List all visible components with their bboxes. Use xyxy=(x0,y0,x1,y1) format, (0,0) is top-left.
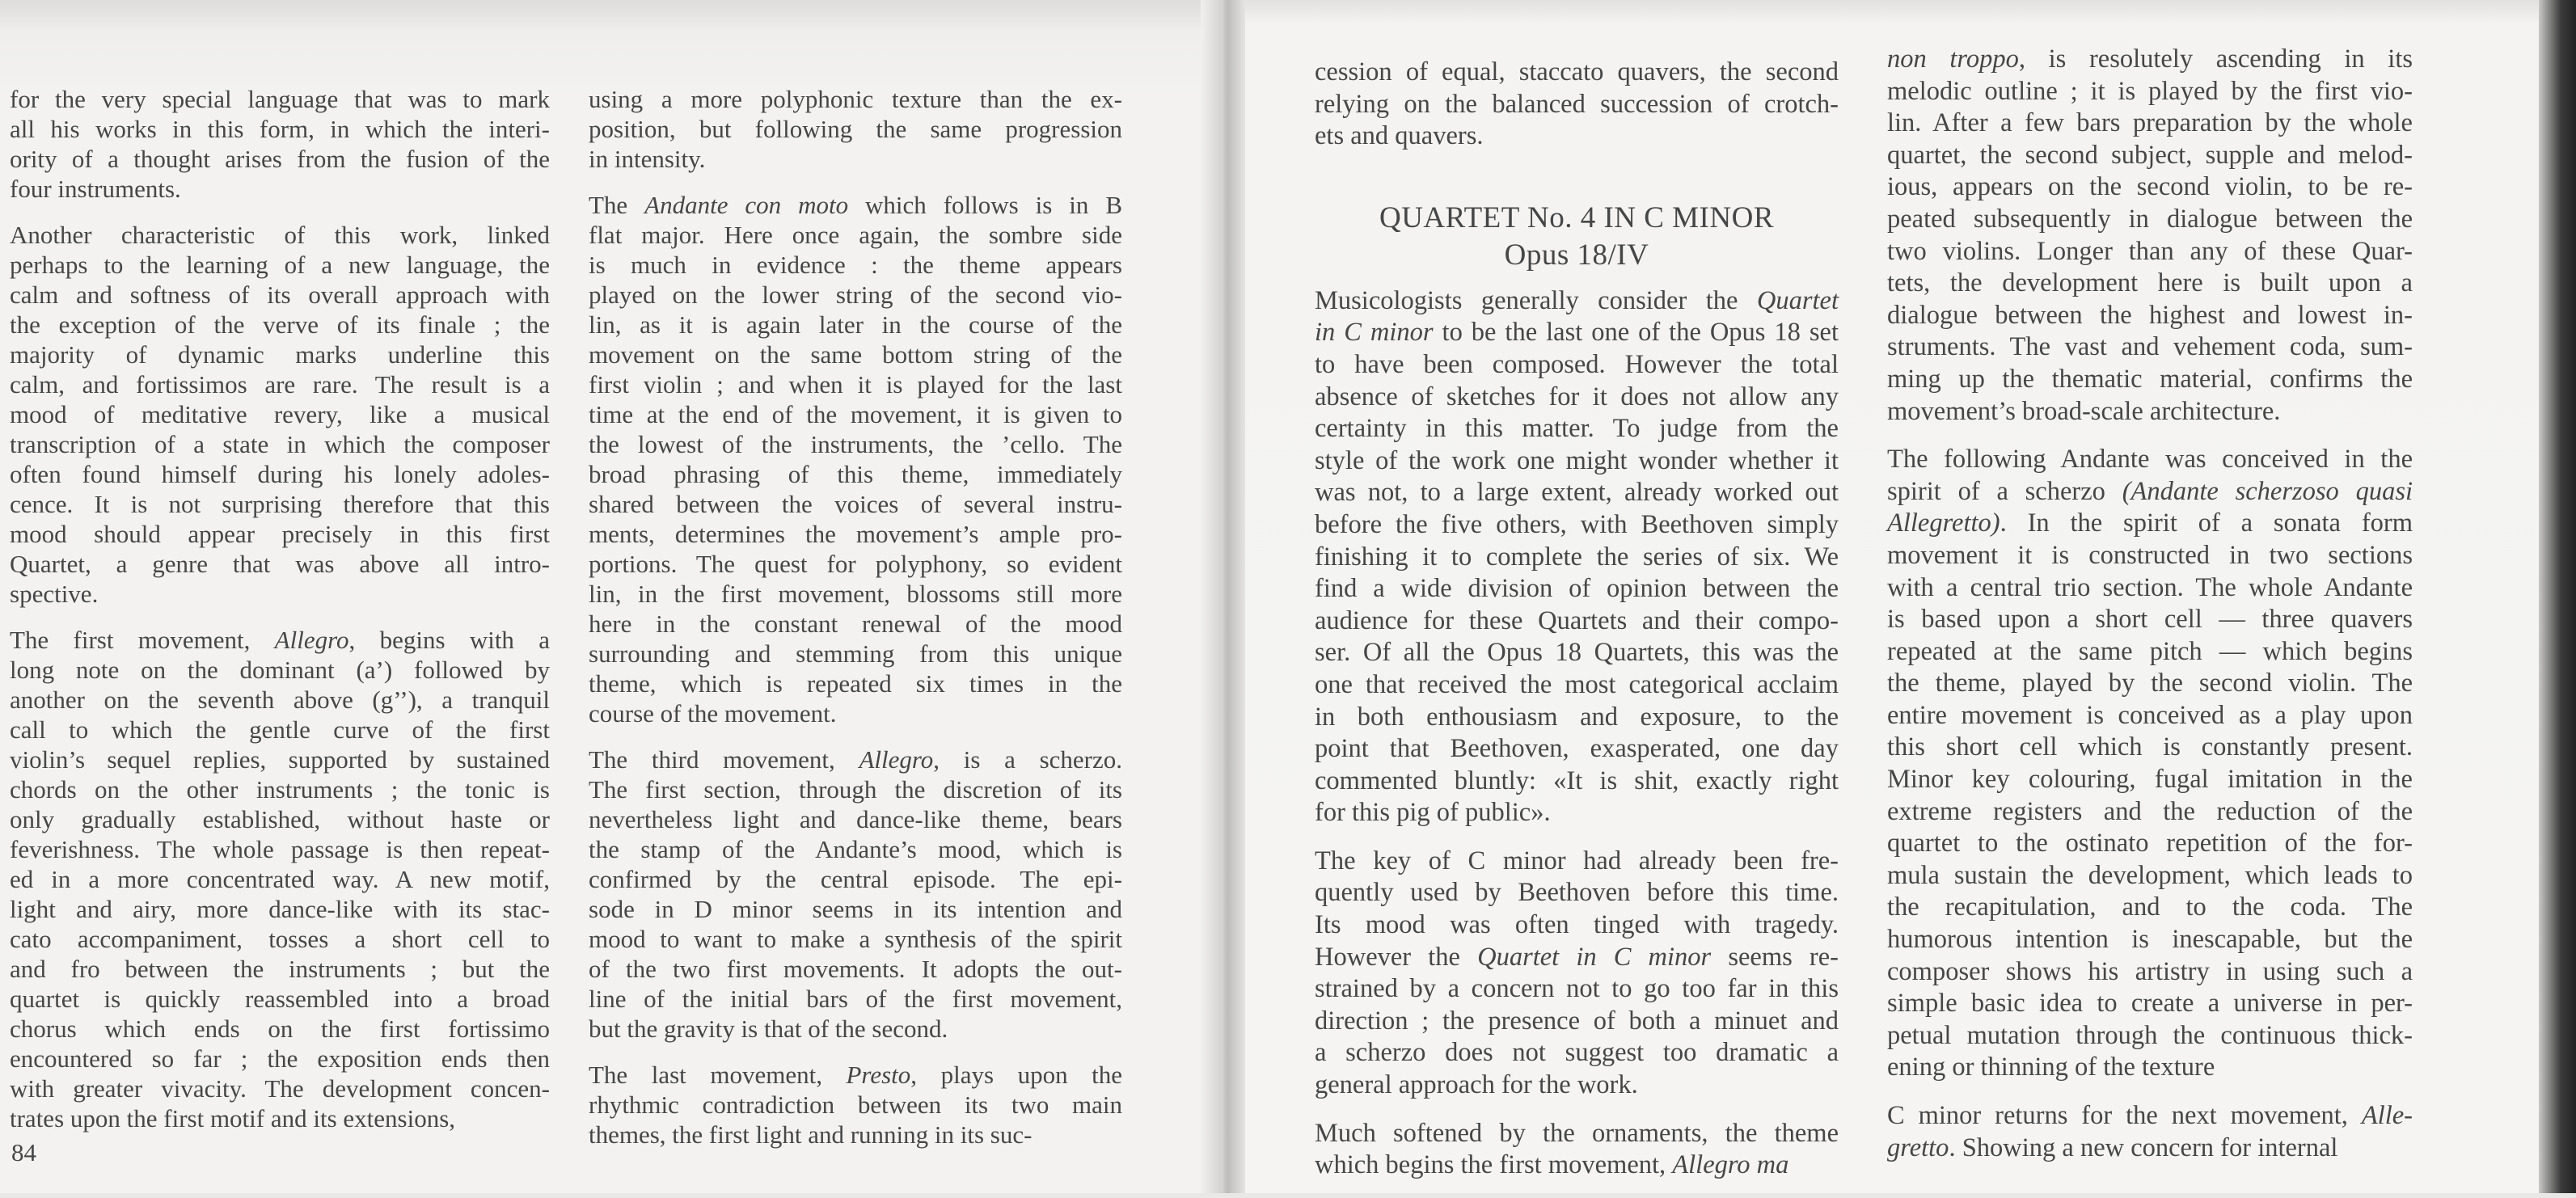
text-line: mula sustain the development, which leads to xyxy=(1887,860,2413,890)
text-line: However the Quartet in C minor seems re- xyxy=(1315,942,1839,972)
text-line: calm and softness of its overall approach with xyxy=(10,281,550,309)
text-line: feverishness. The whole passage is then repeat- xyxy=(10,835,550,863)
paragraph xyxy=(1315,57,1839,153)
paragraph xyxy=(1887,44,2413,428)
text-line: certainty in this matter. To judge from the xyxy=(1315,414,1839,444)
text-line: absence of sketches for it does not allow any xyxy=(1315,382,1839,411)
text-line: first violin ; and when it is played for the last xyxy=(589,370,1122,399)
text-line: general approach for the work. xyxy=(1315,1070,1638,1100)
text-line: with a central trio section. The whole Andante xyxy=(1887,572,2413,602)
text-line: finishing it to complete the series of six. We xyxy=(1315,542,1839,572)
text-line: here in the constant renewal of the mood xyxy=(589,610,1122,638)
text-column-1 xyxy=(10,84,550,1149)
italic-text: Alle- xyxy=(2361,1101,2413,1130)
text-line: spirit of a scherzo (Andante scherzoso quasi xyxy=(1887,476,2413,506)
text-line: broad phrasing of this theme, immediately xyxy=(589,460,1122,488)
text-line: theme, which is repeated six times in the xyxy=(589,669,1122,698)
text-line: chorus which ends on the first fortissimo xyxy=(10,1015,550,1043)
text-line: dialogue between the highest and lowest in- xyxy=(1887,300,2413,330)
text-line: to have been composed. However the total xyxy=(1315,349,1839,379)
text-line: line of the initial bars of the first movement, xyxy=(589,985,1122,1013)
text-line: one that received the most categorical acclaim xyxy=(1315,669,1839,699)
text-line: ious, appears on the second violin, to be re- xyxy=(1887,172,2413,202)
paragraph xyxy=(1887,444,2413,1084)
italic-text: Allegro xyxy=(274,626,349,654)
text-line: all his works in this form, in which the interi- xyxy=(10,115,550,143)
italic-text: Quartet in C minor xyxy=(1477,942,1712,972)
text-column-3 xyxy=(1315,57,1839,1198)
text-line: four instruments. xyxy=(10,175,181,203)
text-line: movement on the same bottom string of the xyxy=(589,340,1122,369)
text-line: sode in D minor seems in its intention and xyxy=(589,895,1122,923)
text-line: simple basic idea to create a universe in per- xyxy=(1887,989,2413,1019)
text-line: melodic outline ; it is played by the first vio- xyxy=(1887,76,2413,106)
text-line: The first movement, Allegro, begins with a xyxy=(10,626,550,654)
text-line: Another characteristic of this work, linked xyxy=(10,221,550,249)
text-line: gretto. Showing a new concern for internal xyxy=(1887,1133,2338,1162)
paragraph xyxy=(10,625,550,1133)
text-line: mood should appear precisely in this first xyxy=(10,520,550,548)
right-page xyxy=(1245,0,2539,1193)
text-line: ming up the thematic material, confirms the xyxy=(1887,364,2413,394)
text-line: for this pig of public». xyxy=(1315,798,1551,828)
italic-text: Allegro xyxy=(859,745,934,774)
text-line: only gradually established, without haste or xyxy=(10,805,550,833)
section-heading xyxy=(1315,200,1839,274)
text-line: composer shows his artistry in using such a xyxy=(1887,956,2413,986)
text-line: movement’s broad-scale architecture. xyxy=(1887,396,2281,426)
text-line: violin’s sequel replies, supported by sustained xyxy=(10,745,550,774)
text-line: the stamp of the Andante’s mood, which is xyxy=(589,835,1122,863)
text-line: ets and quavers. xyxy=(1315,121,1484,151)
text-line: flat major. Here once again, the sombre side xyxy=(589,221,1122,249)
paragraph xyxy=(1315,1118,1839,1182)
text-line: two violins. Longer than any of these Quar- xyxy=(1887,236,2413,266)
paragraph xyxy=(589,745,1122,1044)
left-page xyxy=(0,0,1217,1193)
text-line: is based upon a short cell — three quavers xyxy=(1887,605,2413,635)
text-line: confirmed by the central episode. The epi- xyxy=(589,865,1122,893)
text-line: for the very special language that was to mark xyxy=(10,85,550,113)
italic-text: Allegretto) xyxy=(1887,508,2000,538)
text-line: the lowest of the instruments, the ’cello. The xyxy=(589,430,1122,458)
text-line: The third movement, Allegro, is a scherzo. xyxy=(589,745,1122,774)
text-line: the theme, played by the second violin. The xyxy=(1887,669,2413,698)
paragraph xyxy=(589,1060,1122,1149)
text-line: humorous intention is inescapable, but the xyxy=(1887,925,2413,955)
text-line: but the gravity is that of the second. xyxy=(589,1015,948,1043)
text-line: encountered so far ; the exposition ends then xyxy=(10,1044,550,1073)
italic-text: (Andante scherzoso quasi xyxy=(2122,476,2413,506)
text-line: find a wide division of opinion between the xyxy=(1315,574,1839,604)
text-line: quartet to the ostinato repetition of the for- xyxy=(1887,829,2413,858)
text-line: long note on the dominant (a’) followed by xyxy=(10,656,550,684)
text-line: using a more polyphonic texture than the ex- xyxy=(589,85,1122,113)
text-line: cence. It is not surprising therefore that this xyxy=(10,490,550,518)
text-line: themes, the first light and running in its suc- xyxy=(589,1120,1033,1149)
text-line: spective. xyxy=(10,580,99,608)
text-line: call to which the gentle curve of the first xyxy=(10,715,550,744)
text-line: mood of meditative revery, like a musical xyxy=(10,400,550,428)
text-line: repeated at the same pitch — which begins xyxy=(1887,636,2413,666)
text-line: shared between the voices of several instru- xyxy=(589,490,1122,518)
text-line: ments, determines the movement’s ample pro- xyxy=(589,520,1122,548)
text-line: the exception of the verve of its finale ; the xyxy=(10,310,550,339)
text-line: lin. After a few bars preparation by the whole xyxy=(1887,108,2413,138)
text-line: strained by a concern not to go too far in this xyxy=(1315,974,1839,1004)
text-line: position, but following the same progression xyxy=(589,115,1122,143)
text-line: which begins the first movement, Allegro ma xyxy=(1315,1150,1789,1180)
text-line: light and airy, more dance-like with its stac- xyxy=(10,895,550,923)
text-line: Allegretto). In the spirit of a sonata form xyxy=(1887,508,2413,538)
text-line: The following Andante was conceived in the xyxy=(1887,445,2413,475)
text-line: in C minor to be the last one of the Opus 18 set xyxy=(1315,318,1839,348)
text-line: The key of C minor had already been fre- xyxy=(1315,846,1839,875)
text-line: of the two first movements. It adopts the out- xyxy=(589,955,1122,983)
paragraph xyxy=(1887,1100,2413,1164)
text-line: lin, in the first movement, blossoms still more xyxy=(589,580,1122,608)
heading-title: QUARTET No. 4 IN C MINOR xyxy=(1379,200,1775,234)
text-line: Much softened by the ornaments, the theme xyxy=(1315,1118,1839,1148)
text-line: transcription of a state in which the composer xyxy=(10,430,550,458)
text-line: The last movement, Presto, plays upon the xyxy=(589,1061,1122,1089)
text-line: in intensity. xyxy=(589,145,706,173)
text-column-2 xyxy=(589,84,1122,1166)
text-line: lin, as it is again later in the course of the xyxy=(589,310,1122,339)
paragraph xyxy=(1315,285,1839,829)
italic-text: non troppo xyxy=(1887,44,2019,74)
text-line: Minor key colouring, fugal imitation in the xyxy=(1887,765,2413,795)
text-line: often found himself during his lonely adoles- xyxy=(10,460,550,488)
text-line: quently used by Beethoven before this time. xyxy=(1315,878,1839,908)
text-column-4 xyxy=(1887,44,2413,1180)
italic-text: Andante con moto xyxy=(644,191,849,219)
text-line: extreme registers and the reduction of the xyxy=(1887,796,2413,826)
paragraph xyxy=(10,220,550,609)
text-line: quartet is quickly reassembled into a broad xyxy=(10,985,550,1013)
text-line: audience for these Quartets and their compo- xyxy=(1315,605,1839,635)
italic-text: gretto xyxy=(1887,1133,1949,1162)
text-line: a scherzo does not suggest too dramatic a xyxy=(1315,1038,1839,1068)
text-line: with greater vivacity. The development concen- xyxy=(10,1074,550,1103)
text-line: movement it is constructed in two sections xyxy=(1887,540,2413,570)
text-line: the recapitulation, and to the coda. The xyxy=(1887,892,2413,922)
text-line: and fro between the instruments ; but the xyxy=(10,955,550,983)
text-line: Musicologists generally consider the Quartet xyxy=(1315,285,1839,315)
text-line: trates upon the first motif and its extensions, xyxy=(10,1104,456,1133)
text-line: point that Beethoven, exasperated, one day xyxy=(1315,734,1839,764)
text-line: in both enthousiasm and exposure, to the xyxy=(1315,702,1839,732)
italic-text: Presto xyxy=(846,1061,911,1089)
text-line: was not, to a large extent, already worked out xyxy=(1315,478,1839,508)
text-line: Quartet, a genre that was above all intro- xyxy=(10,550,550,578)
text-line: rhythmic contradiction between its two main xyxy=(589,1090,1122,1119)
text-line: C minor returns for the next movement, Alle- xyxy=(1887,1101,2413,1130)
text-line: calm, and fortissimos are rare. The result is a xyxy=(10,370,550,399)
text-line: is much in evidence : the theme appears xyxy=(589,251,1122,279)
text-line: quartet, the second subject, supple and melod- xyxy=(1887,140,2413,170)
text-line: ority of a thought arises from the fusion of the xyxy=(10,145,550,173)
text-line: portions. The quest for polyphony, so evident xyxy=(589,550,1122,578)
scan-edge xyxy=(2539,0,2576,1193)
text-line: course of the movement. xyxy=(589,699,837,728)
italic-text: in C minor xyxy=(1315,318,1434,348)
text-line: petual mutation through the continuous thick- xyxy=(1887,1020,2413,1050)
text-line: ed in a more concentrated way. A new motif, xyxy=(10,865,550,893)
text-line: chords on the other instruments ; the tonic is xyxy=(10,775,550,804)
italic-text: Quartet xyxy=(1756,285,1839,315)
paragraph xyxy=(589,190,1122,728)
text-line: perhaps to the learning of a new language, the xyxy=(10,251,550,279)
text-line: time at the end of the movement, it is given to xyxy=(589,400,1122,428)
text-line: direction ; the presence of both a minuet and xyxy=(1315,1006,1839,1036)
book-gutter xyxy=(1201,0,1249,1193)
text-line: ening or thinning of the texture xyxy=(1887,1052,2215,1082)
italic-text: Allegro ma xyxy=(1672,1150,1789,1180)
text-line: style of the work one might wonder whether it xyxy=(1315,445,1839,475)
text-line: struments. The vast and vehement coda, sum- xyxy=(1887,332,2413,362)
text-line: before the five others, with Beethoven simply xyxy=(1315,509,1839,539)
text-line: this short cell which is constantly present. xyxy=(1887,732,2413,762)
text-line: relying on the balanced succession of crotch- xyxy=(1315,89,1839,119)
paragraph xyxy=(1315,846,1839,1102)
text-line: nevertheless light and dance-like theme, bears xyxy=(589,805,1122,833)
text-line: surrounding and stemming from this unique xyxy=(589,639,1122,668)
paragraph xyxy=(589,84,1122,174)
text-line: Its mood was often tinged with tragedy. xyxy=(1315,910,1839,940)
text-line: another on the seventh above (g’’), a tranquil xyxy=(10,685,550,714)
text-line: entire movement is conceived as a play upon xyxy=(1887,700,2413,730)
text-line: cato accompaniment, tosses a short cell to xyxy=(10,925,550,953)
text-line: commented bluntly: «It is shit, exactly right xyxy=(1315,766,1839,795)
page-number: 84 xyxy=(11,1138,36,1166)
text-line: The Andante con moto which follows is in B xyxy=(589,191,1122,219)
heading-subtitle: Opus 18/IV xyxy=(1504,238,1649,272)
text-line: peated subsequently in dialogue between the xyxy=(1887,204,2413,234)
paragraph xyxy=(10,84,550,204)
text-line: The first section, through the discretion of its xyxy=(589,775,1122,804)
text-line: majority of dynamic marks underline this xyxy=(10,340,550,369)
text-line: played on the lower string of the second vio- xyxy=(589,281,1122,309)
text-line: non troppo, is resolutely ascending in its xyxy=(1887,44,2413,74)
text-line: ser. Of all the Opus 18 Quartets, this was the xyxy=(1315,638,1839,668)
text-line: tets, the development here is built upon a xyxy=(1887,268,2413,298)
text-line: cession of equal, staccato quavers, the second xyxy=(1315,57,1839,86)
text-line: mood to want to make a synthesis of the spirit xyxy=(589,925,1122,953)
